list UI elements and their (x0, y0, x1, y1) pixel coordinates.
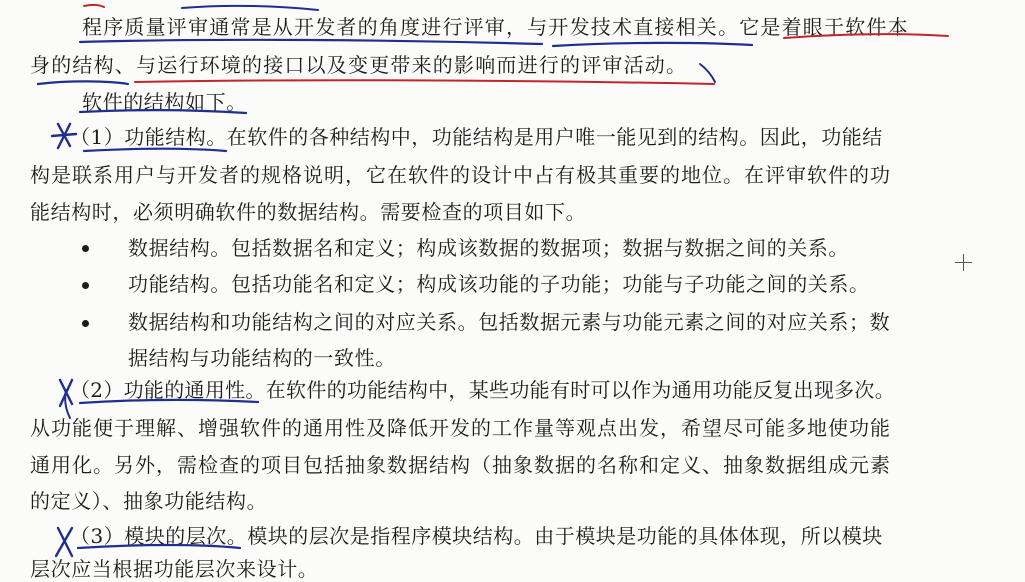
section-heading-line: （3）模块的层次。模块的层次是指程序模块结构。由于模块是功能的具体体现，所以模块 (70, 524, 883, 548)
blue-underline (80, 40, 542, 44)
paragraph-line: 能结构时，必须明确软件的数据结构。需要检查的项目如下。 (30, 200, 587, 224)
red-underline (135, 80, 714, 84)
bullet-dot (82, 320, 89, 327)
paragraph-line: 身的结构、与运行环境的接口以及变更带来的影响而进行的评审活动。 (30, 53, 688, 77)
paragraph-line: 的定义）、抽象功能结构。 (30, 489, 268, 513)
bullet-item: 数据结构和功能结构之间的对应关系。包括数据元素与功能元素之间的对应关系；数 (128, 310, 891, 334)
red-ink-stroke (84, 5, 104, 7)
paragraph-line: 构是联系用户与开发者的规格说明，它在软件的设计中占有极其重要的地位。在评审软件的功 (30, 163, 891, 187)
blue-underline (38, 81, 128, 84)
paragraph-line: 从功能便于理解、增强软件的通用性及降低开发的工作量等观点出发，希望尽可能多地使功能 (30, 416, 891, 440)
bullet-item: 功能结构。包括功能名和定义；构成该功能的子功能；功能与子功能之间的关系。 (128, 272, 870, 296)
blue-ink-stroke (182, 6, 318, 10)
bullet-dot (82, 282, 89, 289)
bullet-item: 数据结构。包括数据名和定义；构成该数据的数据项；数据与数据之间的关系。 (128, 236, 849, 260)
blue-ink-stroke (700, 64, 715, 82)
section-heading-line: （2）功能的通用性。在软件的功能结构中，某些功能有时可以作为通用功能反复出现多次。 (70, 378, 896, 402)
paragraph-line: 软件的结构如下。 (82, 90, 247, 114)
bullet-item-continued: 据结构与功能结构的一致性。 (128, 346, 396, 370)
paragraph-line: 通用化。另外，需检查的项目包括抽象数据结构（抽象数据的名称和定义、抽象数据组成元素 (30, 453, 891, 477)
crosshair-cursor-icon (955, 254, 972, 271)
paragraph-line: 层次应当根据功能层次来设计。 (30, 557, 319, 581)
paragraph-line: 程序质量评审通常是从开发者的角度进行评审，与开发技术直接相关。它是着眼于软件本 (82, 15, 909, 39)
section-heading-line: （1）功能结构。在软件的各种结构中，功能结构是用户唯一能见到的结构。因此，功能结 (70, 125, 883, 149)
blue-underline (553, 43, 752, 46)
bullet-dot (82, 245, 89, 252)
